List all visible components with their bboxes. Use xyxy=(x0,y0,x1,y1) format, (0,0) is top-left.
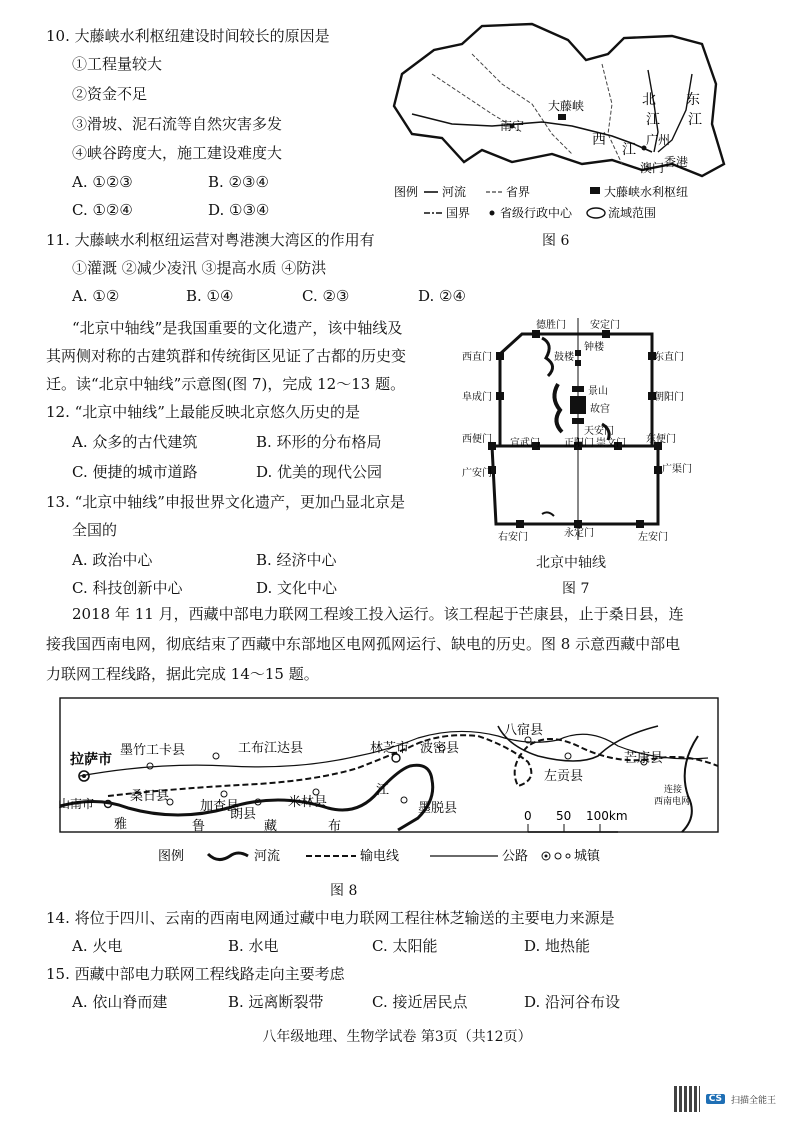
intro-12-13-line: 其两侧对称的古建筑群和传统街区见证了古都的历史变 xyxy=(46,347,407,365)
fig8-place: 八宿县 xyxy=(504,723,544,738)
dam-marker xyxy=(558,114,566,120)
fig6-legend-item: 省界 xyxy=(506,185,531,199)
fig8-place: 墨竹工卡县 xyxy=(120,743,186,758)
q14-option-a: A. 火电 xyxy=(72,937,123,955)
fig8-place: 工布江达县 xyxy=(238,741,304,756)
fig7-label: 正阳门 xyxy=(564,438,594,449)
fig7-label: 德胜门 xyxy=(536,320,566,331)
fig6-legend-item: 河流 xyxy=(442,185,467,199)
fig8-place: 林芝市 xyxy=(370,741,410,756)
q15-option-a: A. 依山脊而建 xyxy=(72,993,168,1011)
fig8-place: 朗县 xyxy=(230,807,257,822)
fig8-legend-item: 公路 xyxy=(502,849,529,864)
qr-code-icon xyxy=(674,1086,700,1112)
fig8-place: 波密县 xyxy=(420,741,460,756)
intro-12-13-line: “北京中轴线”是我国重要的文化遗产，该中轴线及 xyxy=(72,319,403,337)
fig7-label: 阜成门 xyxy=(462,392,492,403)
q13-option-a: A. 政治中心 xyxy=(72,551,153,569)
fig7-label: 广安门 xyxy=(462,468,492,479)
fig6-label: 广州 xyxy=(646,133,671,147)
fig6-label: 澳门 xyxy=(640,161,665,175)
fig8-place: 桑日县 xyxy=(130,789,170,804)
fig7-label: 西便门 xyxy=(462,434,492,445)
fig7-label: 广渠门 xyxy=(662,464,692,475)
fig6-label: 大藤峡 xyxy=(548,99,585,113)
fig6-legend-item: 流域范围 xyxy=(608,206,657,220)
q10-option-a: A. ①②③ xyxy=(72,173,133,191)
fig8-legend-item: 河流 xyxy=(254,849,281,864)
figure-7-map xyxy=(462,314,692,550)
fig8-place: 加查县 xyxy=(200,799,240,814)
q11-stem: 11. 大藤峡水利枢纽运营对粤港澳大湾区的作用有 xyxy=(46,231,375,249)
figure-8-caption: 图 8 xyxy=(330,883,358,899)
q13-stem-cont: 全国的 xyxy=(72,521,118,539)
q10-item: ②资金不足 xyxy=(72,85,148,103)
q15-option-d: D. 沿河谷布设 xyxy=(524,993,621,1011)
q15-stem: 15. 西藏中部电力联网工程线路走向主要考虑 xyxy=(46,965,345,983)
q10-item: ③滑坡、泥石流等自然灾害多发 xyxy=(72,115,283,133)
fig7-label: 西直门 xyxy=(462,352,492,363)
fig6-label: 江 xyxy=(688,112,702,128)
fig8-river-char: 布 xyxy=(328,819,342,834)
fig8-scale: 50 xyxy=(556,809,572,823)
fig7-label: 右安门 xyxy=(498,532,528,543)
fig8-scale: 0 xyxy=(524,809,532,823)
intro-14-15-line: 力联网工程线路，据此完成 14～15 题。 xyxy=(46,665,319,683)
fig8-place: 米林县 xyxy=(288,795,328,810)
q10-item: ①工程量较大 xyxy=(72,55,163,73)
q15-option-c: C. 接近居民点 xyxy=(372,993,468,1011)
q12-option-c: C. 便捷的城市道路 xyxy=(72,463,198,481)
q11-items: ①灌溉 ②减少凌汛 ③提高水质 ④防洪 xyxy=(72,259,327,277)
province-boundary xyxy=(602,64,622,164)
fig7-label: 天安门 xyxy=(584,426,614,437)
scanner-watermark xyxy=(674,1086,776,1112)
fig6-label: 南宁 xyxy=(500,119,525,133)
intro-14-15-line: 接我国西南电网，彻底结束了西藏中东部地区电网孤网运行、缺电的历史。图 8 示意西藏中部电 xyxy=(46,635,681,653)
figure-8-map xyxy=(58,696,720,878)
q14-option-d: D. 地热能 xyxy=(524,937,591,955)
figure-6-map xyxy=(372,14,732,244)
fig8-place: 拉萨市 xyxy=(70,752,112,768)
q10-option-d: D. ①③④ xyxy=(208,201,270,219)
q10-item: ④峡谷跨度大，施工建设难度大 xyxy=(72,144,283,162)
q12-stem: 12. “北京中轴线”上最能反映北京悠久历史的是 xyxy=(46,403,360,421)
q13-option-c: C. 科技创新中心 xyxy=(72,579,183,597)
q13-stem: 13. “北京中轴线”申报世界文化遗产，更加凸显北京是 xyxy=(46,493,405,511)
fig8-river-char: 江 xyxy=(376,783,390,798)
scanner-badge: CS xyxy=(706,1094,725,1104)
fig8-river-char: 鲁 xyxy=(192,819,206,834)
intro-14-15-line: 2018 年 11 月，西藏中部电力联网工程竣工投入运行。该工程起于芒康县，止于桑日县，连 xyxy=(72,605,684,623)
fig7-label: 鼓楼 xyxy=(554,352,574,363)
fig6-legend-item: 国界 xyxy=(446,206,471,220)
fig8-legend-item: 输电线 xyxy=(360,849,400,864)
q13-option-d: D. 文化中心 xyxy=(256,579,338,597)
fig6-label: 西 xyxy=(592,132,606,148)
fig6-label: 东 xyxy=(686,92,700,108)
q14-option-c: C. 太阳能 xyxy=(372,937,438,955)
fig8-river-char: 藏 xyxy=(264,819,278,834)
fig7-label: 东便门 xyxy=(646,434,676,445)
q12-option-b: B. 环形的分布格局 xyxy=(256,433,382,451)
fig8-place: 山南市 xyxy=(58,797,95,811)
q12-option-d: D. 优美的现代公园 xyxy=(256,463,383,481)
q15-option-b: B. 远离断裂带 xyxy=(228,993,324,1011)
fig7-label: 永定门 xyxy=(564,528,594,539)
fig7-label: 左安门 xyxy=(638,532,668,543)
q12-option-a: A. 众多的古代建筑 xyxy=(72,433,198,451)
fig8-legend-title: 图例 xyxy=(158,849,185,864)
intro-12-13-line: 迁。读“北京中轴线”示意图(图 7)，完成 12～13 题。 xyxy=(46,375,406,393)
fig7-label: 景山 xyxy=(588,386,608,397)
fig7-label: 朝阳门 xyxy=(654,392,684,403)
figure-6-caption: 图 6 xyxy=(542,233,570,249)
fig8-place: 左贡县 xyxy=(544,769,584,784)
fig6-label: 香港 xyxy=(664,155,689,169)
fig8-connect-label: 西南电网 xyxy=(654,797,691,807)
q11-option-c: C. ②③ xyxy=(302,287,350,305)
fig7-label: 宣武门 xyxy=(510,438,540,449)
fig8-connect-label: 连接 xyxy=(664,785,683,795)
q10-option-b: B. ②③④ xyxy=(208,173,269,191)
q11-option-b: B. ①④ xyxy=(186,287,234,305)
fig8-legend-item: 城镇 xyxy=(574,849,601,864)
figure-7-caption: 图 7 xyxy=(562,581,590,597)
fig8-place: 芒康县 xyxy=(624,751,664,766)
fig6-label: 江 xyxy=(646,112,660,128)
scanner-name: 扫描全能王 xyxy=(730,1095,776,1106)
fig7-label: 东直门 xyxy=(654,352,684,363)
fig7-label: 安定门 xyxy=(590,320,620,331)
fig8-river-char: 雅 xyxy=(114,817,128,832)
q11-option-a: A. ①② xyxy=(72,287,120,305)
q14-option-b: B. 水电 xyxy=(228,937,279,955)
fig6-legend-item: 省级行政中心 xyxy=(500,206,573,220)
fig8-place: 墨脱县 xyxy=(418,801,458,816)
fig7-label: 钟楼 xyxy=(584,342,604,353)
q11-option-d: D. ②④ xyxy=(418,287,466,305)
figure-7-title: 北京中轴线 xyxy=(536,555,606,571)
q14-stem: 14. 将位于四川、云南的西南电网通过藏中电力联网工程往林芝输送的主要电力来源是 xyxy=(46,909,615,927)
q10-stem: 10. 大藤峡水利枢纽建设时间较长的原因是 xyxy=(46,27,330,45)
fig7-label: 故宫 xyxy=(590,404,610,415)
fig6-legend-title: 图例 xyxy=(394,185,419,199)
fig6-legend-item: 大藤峡水利枢纽 xyxy=(604,185,689,199)
fig8-scale: 100km xyxy=(586,809,628,823)
fig7-label: 崇文门 xyxy=(596,438,626,449)
q13-option-b: B. 经济中心 xyxy=(256,551,337,569)
q10-option-c: C. ①②④ xyxy=(72,201,133,219)
fig6-label: 江 xyxy=(622,142,636,158)
fig6-label: 北 xyxy=(642,92,656,108)
page-footer: 八年级地理、生物学试卷 第3页（共12页） xyxy=(262,1029,532,1045)
